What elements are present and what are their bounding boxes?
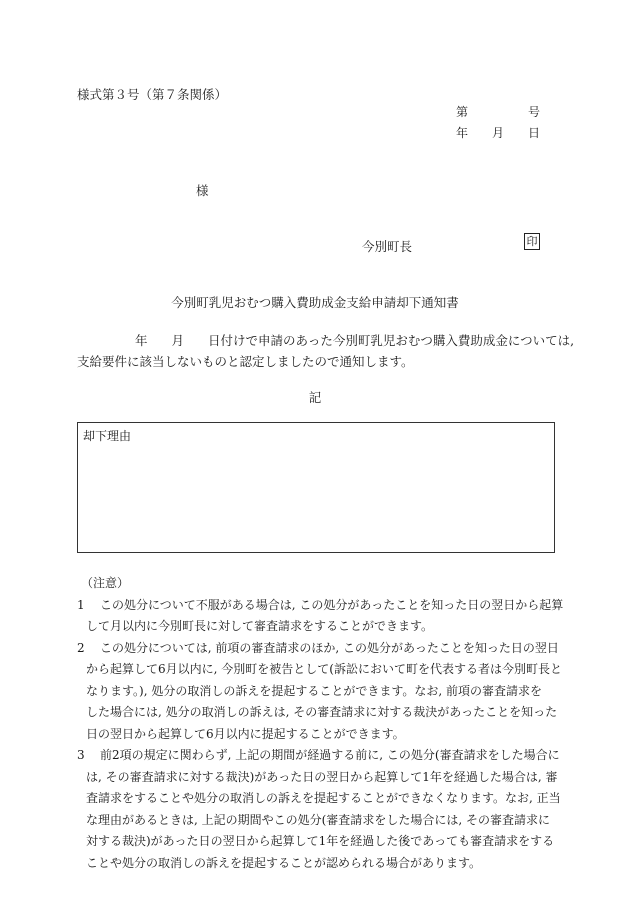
body-paragraph-line1 <box>77 331 574 349</box>
note-number: 2 <box>77 640 85 655</box>
notes-heading: （注意） <box>81 576 130 590</box>
notes-section <box>77 573 564 874</box>
body-year: 年 <box>135 333 148 348</box>
note-line: ことや処分の取消しの訴えを提起することが認められる場合があります。 <box>86 855 482 870</box>
note-line: 前2項の規定に関わらず, 上記の期間が経過する前に, この処分(審査請求をした場合に <box>100 748 560 762</box>
note-line: な理由があるときは, 上記の期間やこの処分(審査請求をした場合には, その審査請求に <box>86 812 550 827</box>
body-day-rest: 日付けで申請のあった今別町乳児おむつ購入費助成金については, <box>208 333 575 348</box>
note-number: 3 <box>77 748 85 762</box>
ki-heading: 記 <box>308 390 322 405</box>
body-month: 月 <box>171 333 185 348</box>
note-item-1 <box>77 595 564 638</box>
body-paragraph-line2: 支給要件に該当しないものと認定しましたので通知します。 <box>77 354 414 369</box>
date-month: 月 <box>492 126 505 140</box>
note-line: 日の翌日から起算して6月以内に提起することができます。 <box>86 726 405 741</box>
note-line: この処分について不服がある場合は, この処分があったことを知った日の翌日から起算 <box>100 597 564 612</box>
note-line: した場合には, 処分の取消しの訴えは, その審査請求に対する裁決があったことを知った <box>86 705 558 719</box>
note-item-3 <box>77 745 561 874</box>
date-day: 日 <box>528 126 541 140</box>
rejection-reason-label: 却下理由 <box>83 429 132 443</box>
note-line: から起算して6月以内に, 今別町を被告として(訴訟において町を代表する者は今別町長と <box>86 662 562 676</box>
note-number: 1 <box>77 597 85 612</box>
addressee-suffix: 様 <box>196 183 209 198</box>
note-item-2 <box>77 638 562 746</box>
seal-mark: 印 <box>524 233 540 250</box>
rejection-reason-box <box>77 422 555 553</box>
number-prefix: 第 <box>456 105 469 119</box>
issuer-name: 今別町長 <box>362 239 413 254</box>
document-title: 今別町乳児おむつ購入費助成金支給申請却下通知書 <box>171 295 459 310</box>
note-line: 査請求をすることや処分の取消しの訴えを提起することができなくなります。なお, 正当 <box>86 791 561 805</box>
note-line: して月以内に今別町長に対して審査請求をすることができます。 <box>86 619 434 633</box>
note-line: なります。), 処分の取消しの訴えを提起することができます。なお, 前項の審査請求を <box>86 683 543 698</box>
number-suffix: 号 <box>528 105 541 119</box>
form-number: 様式第３号（第７条関係） <box>77 87 228 102</box>
note-line: この処分については, 前項の審査請求のほか, この処分があったことを知った日の翌日 <box>100 640 559 655</box>
date-year: 年 <box>456 126 469 140</box>
note-line: 対する裁決)があった日の翌日から起算して1年を経過した後であっても審査請求をする <box>86 834 555 848</box>
note-line: は, その審査請求に対する裁決)があった日の翌日から起算して1年を経過した場合は, 審 <box>86 769 558 784</box>
